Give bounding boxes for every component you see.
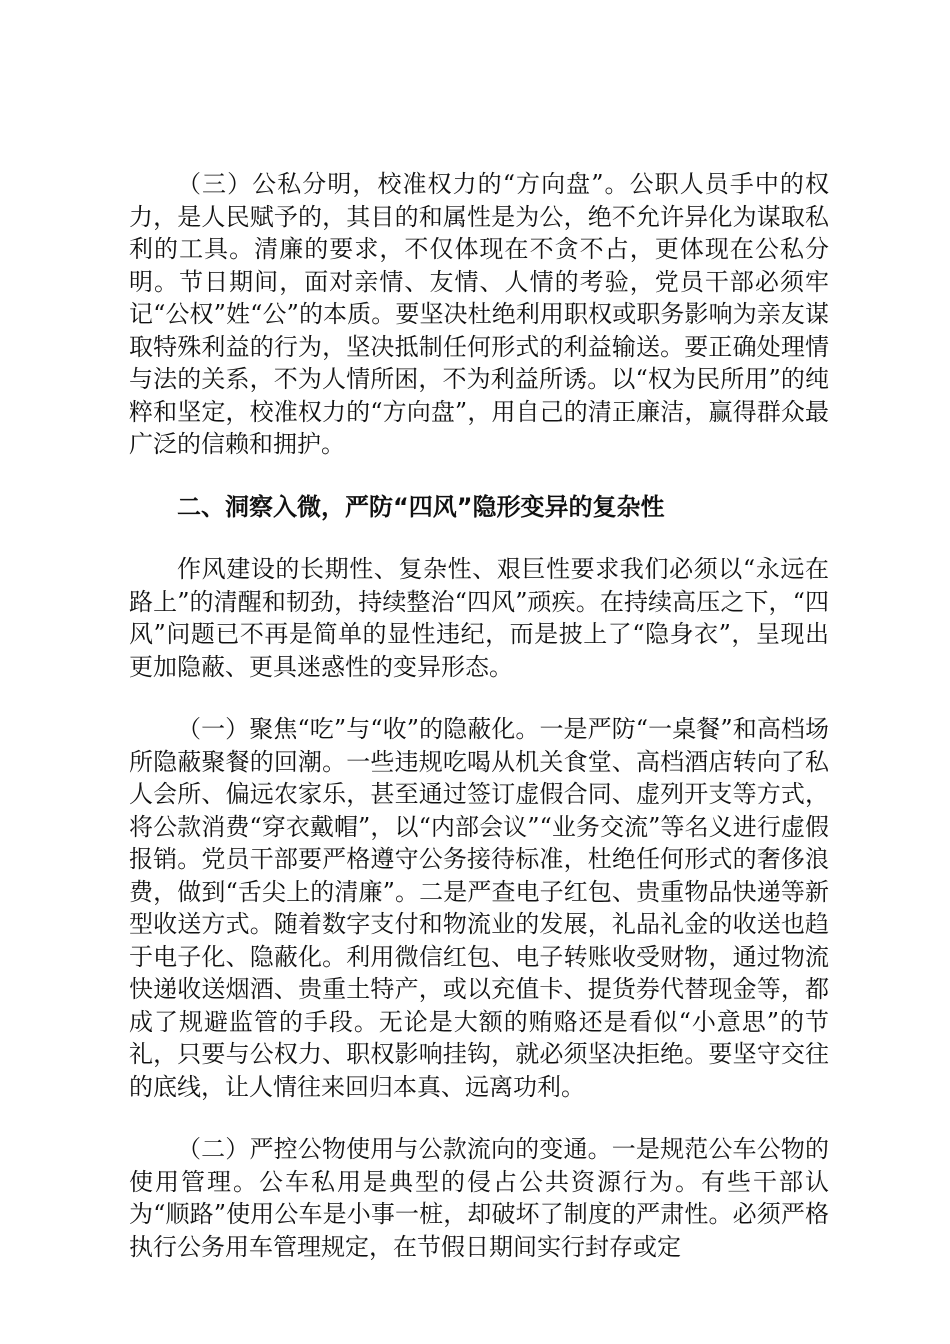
paragraph-intro: 作风建设的长期性、复杂性、艰巨性要求我们必须以“永远在路上”的清醒和韧劲，持续整治“四风”顽疾。在持续高压之下，“四风”问题已不再是简单的显性违纪，而是披上了“隐身衣”，呈现出更加隐蔽、更具迷惑性的变异形态。: [129, 555, 829, 681]
document-body: [129, 168, 829, 1293]
paragraph-section-three: （三）公私分明，校准权力的“方向盘”。公职人员手中的权力，是人民赋予的，其目的和属性是为公，绝不允许异化为谋取私利的工具。清廉的要求，不仅体现在不贪不占，更体现在公私分明。节日期间，面对亲情、友情、人情的考验，党员干部必须牢记“公权”姓“公”的本质。要坚决杜绝利用职权或职务影响为亲友谋取特殊利益的行为，坚决抵制任何形式的利益输送。要正确处理情与法的关系，不为人情所困，不为利益所诱。以“权为民所用”的纯粹和坚定，校准权力的“方向盘”，用自己的清正廉洁，赢得群众最广泛的信赖和拥护。: [129, 170, 829, 458]
paragraph-subsection-two: （二）严控公物使用与公款流向的变通。一是规范公车公物的使用管理。公车私用是典型的侵占公共资源行为。有些干部认为“顺路”使用公车是小事一桩，却破坏了制度的严肃性。必须严格执行公务用车管理规定，在节假日期间实行封存或定: [129, 1135, 829, 1261]
paragraph-subsection-one: （一）聚焦“吃”与“收”的隐蔽化。一是严防“一桌餐”和高档场所隐蔽聚餐的回潮。一些违规吃喝从机关食堂、高档酒店转向了私人会所、偏远农家乐，甚至通过签订虚假合同、虚列开支等方式，将公款消费“穿衣戴帽”，以“内部会议”“业务交流”等名义进行虚假报销。党员干部要严格遵守公务接待标准，杜绝任何形式的奢侈浪费，做到“舌尖上的清廉”。二是严查电子红包、贵重物品快递等新型收送方式。随着数字支付和物流业的发展，礼品礼金的收送也趋于电子化、隐蔽化。利用微信红包、电子转账收受财物，通过物流快递收送烟酒、贵重土特产，或以充值卡、提货券代替现金等，都成了规避监管的手段。无论是大额的贿赂还是看似“小意思”的节礼，只要与公权力、职权影响挂钩，就必须坚决拒绝。要坚守交往的底线，让人情往来回归本真、远离功利。: [129, 715, 829, 1101]
section-heading-two: 二、洞察入微，严防“四风”隐形变异的复杂性: [177, 492, 665, 521]
